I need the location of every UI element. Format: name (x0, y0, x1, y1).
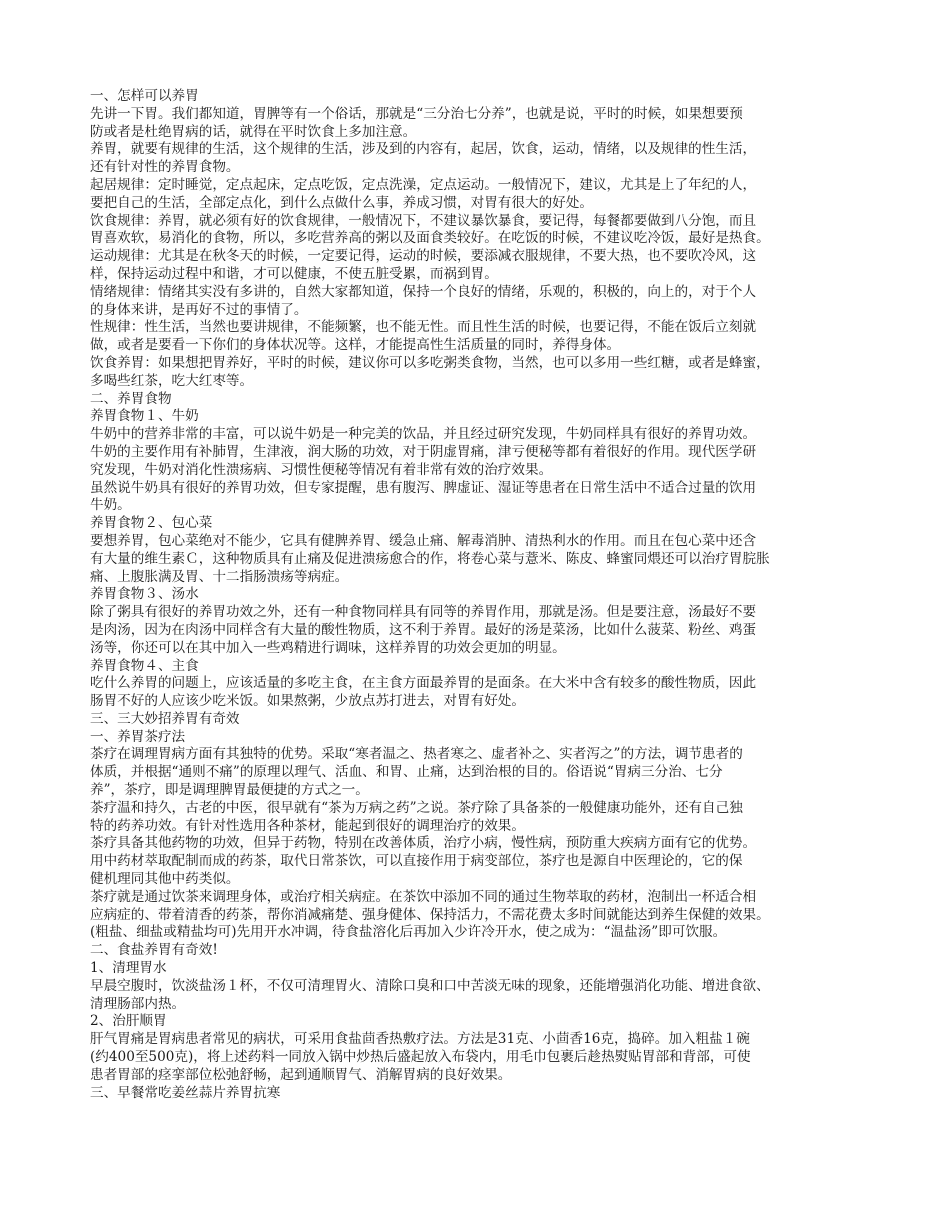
paragraph-line: 样，保持运动过程中和谐，才可以健康，不使五脏受累，而祸到胃。 (90, 265, 498, 282)
paragraph-line: 饮食养胃：如果想把胃养好，平时的时候，建议你可以多吃粥类食物，当然，也可以多用一些红糖，或者是蜂蜜， (90, 354, 770, 371)
subsection-heading: 养胃食物２、包心菜 (90, 515, 213, 532)
subsection-heading: 三、早餐常吃姜丝蒜片养胃抗寒 (90, 1084, 281, 1101)
paragraph-line: 茶疗具备其他药物的功效，但异于药物，特别在改善体质，治疗小病，慢性病，预防重大疾病方面有它的优势。 (90, 835, 757, 852)
paragraph-line: 运动规律：尤其是在秋冬天的时候，一定要记得，运动的时候，要添减衣服规律，不要大热，也不要吹冷风，这 (90, 248, 757, 265)
paragraph-line: 要想养胃，包心菜绝对不能少，它具有健脾养胃、缓急止痛、解毒消肿、清热利水的作用。而且在包心菜中还含 (90, 532, 757, 549)
paragraph-line: 茶疗就是通过饮茶来调理身体，或治疗相关病症。在茶饮中添加不同的通过生物萃取的药材，泡制出一杯适合相 (90, 888, 757, 905)
paragraph-line: 吃什么养胃的问题上，应该适量的多吃主食，在主食方面最养胃的是面条。在大米中含有较多的酸性物质，因此 (90, 675, 757, 692)
paragraph-line: 胃喜欢软，易消化的食物，所以，多吃营养高的粥以及面食类较好。在吃饭的时候，不建议吃冷饭，最好是热食。 (90, 230, 770, 247)
paragraph-line: 体质，并根据“通则不痛”的原理以理气、活血、和胃、止痛，达到治根的目的。俗语说“胃病三分治、七分 (90, 764, 723, 781)
paragraph-line: 早晨空腹时，饮淡盐汤１杯，不仅可清理胃火、清除口臭和口中苦淡无味的现象，还能增强消化功能、增进食欲、 (90, 977, 770, 994)
paragraph-line: 养胃，就要有规律的生活，这个规律的生活，涉及到的内容有，起居，饮食，运动，情绪，以及规律的性生活， (90, 141, 757, 158)
paragraph-line: 性规律：性生活，当然也要讲规律，不能频繁，也不能无性。而且性生活的时候，也要记得，不能在饭后立刻就 (90, 319, 757, 336)
paragraph-line: 多喝些红茶，吃大红枣等。 (90, 372, 254, 389)
paragraph-line: 要把自己的生活，全部定点化，到什么点做什么事，养成习惯，对胃有很大的好处。 (90, 194, 593, 211)
paragraph-line: 饮食规律：养胃，就必须有好的饮食规律，一般情况下，不建议暴饮暴食，要记得，每餐都要做到八分饱，而且 (90, 212, 757, 229)
paragraph-line: 牛奶中的营养非常的丰富，可以说牛奶是一种完美的饮品，并且经过研究发现，牛奶同样具有很好的养胃功效。 (90, 426, 757, 443)
paragraph-line: 特的药养功效。有针对性选用各种茶材，能起到很好的调理治疗的效果。 (90, 817, 525, 834)
paragraph-line: 情绪规律：情绪其实没有多讲的，自然大家都知道，保持一个良好的情绪，乐观的，积极的，向上的，对于个人 (90, 283, 757, 300)
paragraph-line: 清理肠部内热。 (90, 995, 186, 1012)
paragraph-line: 虽然说牛奶具有很好的养胃功效，但专家提醒，患有腹泻、脾虚证、湿证等患者在日常生活中不适合过量的饮用 (90, 479, 757, 496)
paragraph-line: 汤等，你还可以在其中加入一些鸡精进行调味，这样养胃的功效会更加的明显。 (90, 639, 566, 656)
paragraph-line: 防或者是杜绝胃病的话，就得在平时饮食上多加注意。 (90, 123, 417, 140)
paragraph-line: 的身体来讲，是再好不过的事情了。 (90, 301, 308, 318)
paragraph-line: 痛、上腹胀满及胃、十二指肠溃疡等病症。 (90, 568, 349, 585)
paragraph-line: 还有针对性的养胃食物。 (90, 159, 240, 176)
paragraph-line: 牛奶。 (90, 497, 131, 514)
paragraph-line: 茶疗温和持久，古老的中医，很早就有“茶为万病之药”之说。茶疗除了具备茶的一般健康功能外，还有自己独 (90, 799, 743, 816)
subsection-heading: 1、清理胃水 (90, 960, 167, 977)
section-heading: 二、养胃食物 (90, 390, 172, 407)
paragraph-line: 肠胃不好的人应该少吃米饭。如果熬粥，少放点苏打进去，对胃有好处。 (90, 693, 525, 710)
paragraph-line: 做，或者是要看一下你们的身体状况等。这样，才能提高性生活质量的同时，养得身体。 (90, 337, 621, 354)
paragraph-line: 茶疗在调理胃病方面有其独特的优势。采取“寒者温之、热者寒之、虚者补之、实者泻之”的方法，调节患者的 (90, 746, 743, 763)
paragraph-line: 先讲一下胃。我们都知道，胃脾等有一个俗话，那就是“三分治七分养”，也就是说，平时的时候，如果想要预 (90, 105, 743, 122)
paragraph-line: 患者胃部的痉挛部位松弛舒畅，起到通顺胃气、消解胃病的良好效果。 (90, 1066, 512, 1083)
paragraph-line: 健机理同其他中药类似。 (90, 871, 240, 888)
paragraph-line: 用中药材萃取配制而成的药茶，取代日常茶饮，可以直接作用于病变部位，茶疗也是源自中医理论的，它的保 (90, 853, 743, 870)
section-heading: 一、怎样可以养胃 (90, 88, 199, 104)
paragraph-line: 有大量的维生素Ｃ，这种物质具有止痛及促进溃疡愈合的作，将卷心菜与薏米、陈皮、蜂蜜同煨还可以治疗胃脘胀 (90, 550, 770, 567)
paragraph-line: 是肉汤，因为在肉汤中同样含有大量的酸性物质，这不利于养胃。最好的汤是菜汤，比如什么菠菜、粉丝、鸡蛋 (90, 621, 757, 638)
subsection-heading: 一、养胃茶疗法 (90, 728, 186, 745)
paragraph-line: 应病症的、带着清香的药茶，帮你消减痛楚、强身健体、保持活力，不需花费太多时间就能达到养生保健的效果。 (90, 906, 770, 923)
subsection-heading: 养胃食物４、主食 (90, 657, 199, 674)
paragraph-line: 除了粥具有很好的养胃功效之外，还有一种食物同样具有同等的养胃作用，那就是汤。但是要注意，汤最好不要 (90, 604, 757, 621)
subsection-heading: 2、治肝顺胃 (90, 1013, 167, 1030)
subsection-heading: 二、食盐养胃有奇效! (90, 942, 218, 959)
document-body (90, 88, 860, 1102)
paragraph-line: (粗盐、细盐或精盐均可)先用开水冲调，待食盐溶化后再加入少许冷开水，使之成为：“温盐汤”即可饮服。 (90, 924, 727, 941)
subsection-heading: 养胃食物３、汤水 (90, 586, 199, 603)
paragraph-line: 养”，茶疗，即是调理脾胃最便捷的方式之一。 (90, 782, 369, 799)
paragraph-line: 牛奶的主要作用有补肺胃，生津液，润大肠的功效，对于阴虚胃痛，津亏便秘等都有着很好的作用。现代医学研 (90, 443, 757, 460)
paragraph-line: (约400至500克)，将上述药料一同放入锅中炒热后盛起放入布袋内，用毛巾包裹后趁热熨贴胃部和背部，可使 (90, 1049, 751, 1066)
section-heading: 三、三大妙招养胃有奇效 (90, 710, 240, 727)
paragraph-line: 起居规律：定时睡觉，定点起床，定点吃饭，定点洗澡，定点运动。一般情况下，建议，尤其是上了年纪的人， (90, 176, 757, 193)
paragraph-line: 肝气胃痛是胃病患者常见的病状，可采用食盐茴香热敷疗法。方法是31克、小茴香16克，捣碎。加入粗盐１碗 (90, 1031, 750, 1048)
paragraph-line: 究发现，牛奶对消化性溃疡病、习惯性便秘等情况有着非常有效的治疗效果。 (90, 461, 553, 478)
subsection-heading: 养胃食物１、牛奶 (90, 408, 199, 425)
